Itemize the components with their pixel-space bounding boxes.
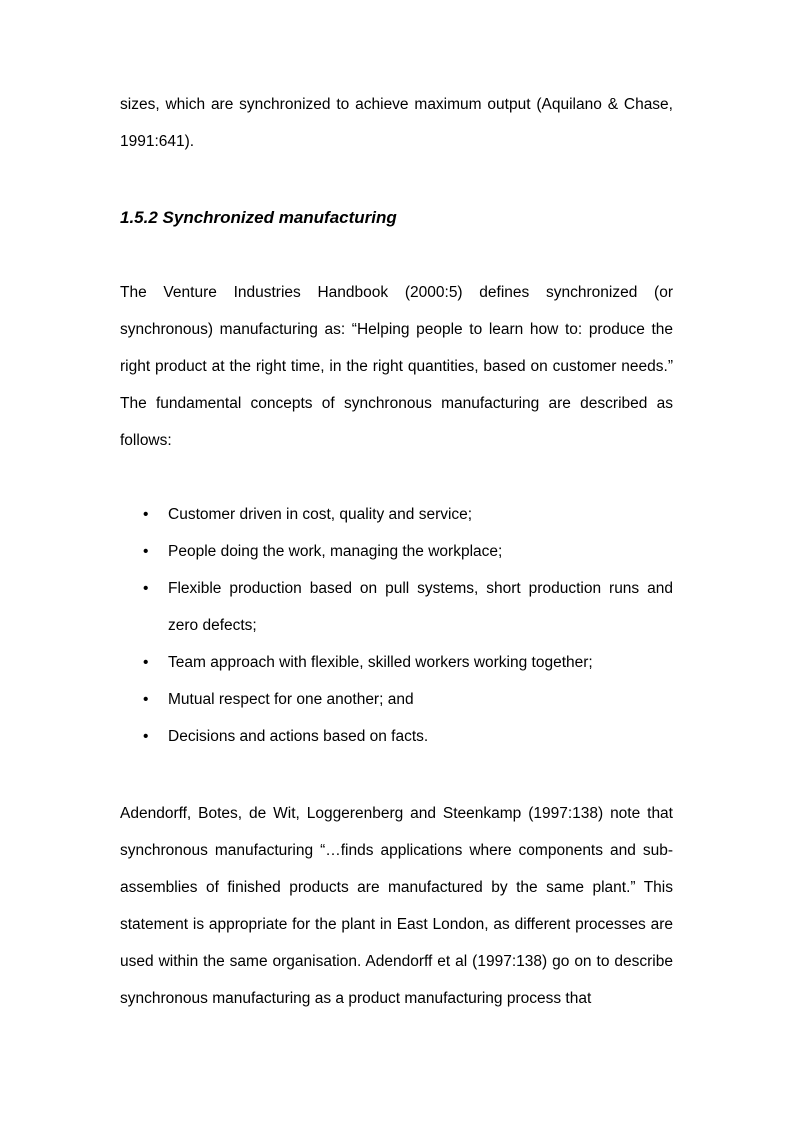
section-heading: 1.5.2 Synchronized manufacturing	[120, 208, 397, 227]
list-item	[120, 496, 673, 533]
list-item-text: People doing the work, managing the workplace;	[168, 543, 503, 560]
list-item	[120, 718, 673, 755]
list-item-text: Decisions and actions based on facts.	[168, 728, 429, 745]
bullet-icon: •	[143, 728, 149, 745]
list-item-text: Flexible production based on pull systems, short production runs and zero defects;	[168, 580, 673, 634]
list-item	[120, 570, 673, 644]
bullet-icon: •	[143, 506, 149, 523]
list-item	[120, 533, 673, 570]
list-item	[120, 644, 673, 681]
list-item-text: Customer driven in cost, quality and service;	[168, 506, 473, 523]
concepts-list	[120, 496, 673, 755]
bullet-icon: •	[143, 654, 149, 671]
list-item	[120, 681, 673, 718]
bullet-icon: •	[143, 691, 149, 708]
list-item-text: Team approach with flexible, skilled workers working together;	[168, 654, 593, 671]
bullet-icon: •	[143, 580, 149, 597]
bullet-icon: •	[143, 543, 149, 560]
closing-paragraph: Adendorff, Botes, de Wit, Loggerenberg and Steenkamp (1997:138) note that synchronous manufacturing “…finds applications where components and sub-assemblies of finished products are manufactured by the same plant.” This statement is appropriate for the plant in East London, as different processes are used within the same organisation. Adendorff et al (1997:138) go on to describe synchronous manufacturing as a product manufacturing process that	[120, 805, 673, 1007]
intro-paragraph: sizes, which are synchronized to achieve maximum output (Aquilano & Chase, 1991:641).	[120, 96, 673, 150]
definition-paragraph: The Venture Industries Handbook (2000:5) defines synchronized (or synchronous) manufacturing as: “Helping people to learn how to: produce the right product at the right time, in the right quantities, based on customer needs.” The fundamental concepts of synchronous manufacturing are described as follows:	[120, 284, 673, 449]
list-item-text: Mutual respect for one another; and	[168, 691, 414, 708]
